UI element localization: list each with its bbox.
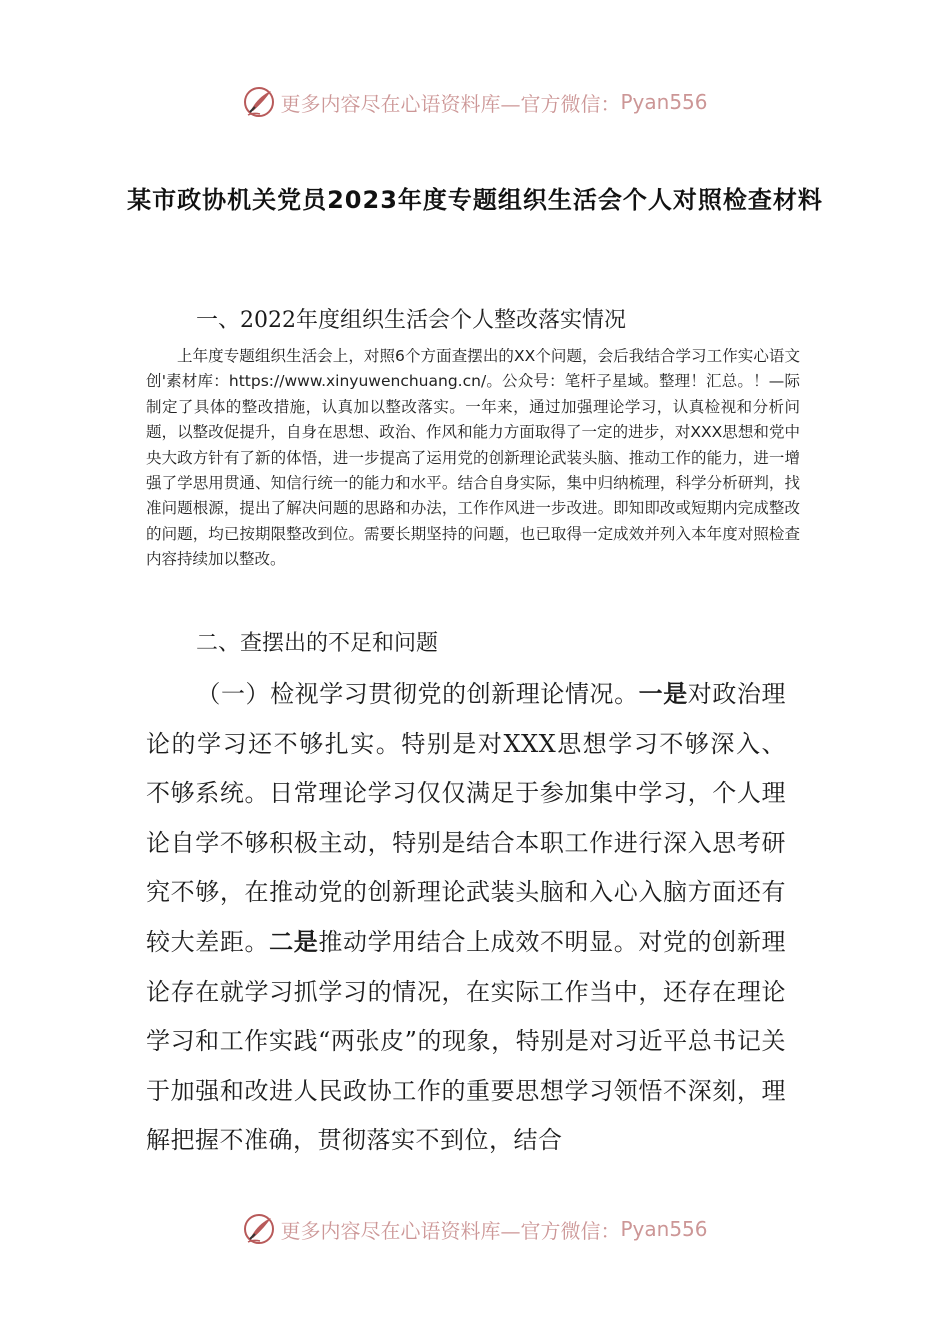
footer-watermark-banner (0, 1207, 950, 1251)
section1-body: 上年度专题组织生活会上，对照6个方面查摆出的XX个问题，会后我结合学习工作实心语文创'素材库：https://www.xinyuwenchuang.cn/。公众号：笔杆子星域。整理！汇总。！—际制定了具体的整改措施，认真加以整改落实。一年来，通过加强理论学习，认真检视和分析问题，以整改促提升，自身在思想、政治、作风和能力方面取得了一定的进步，对XXX思想和党中央大政方针有了新的体悟，进一步提高了运用党的创新理论武装头脑、推动工作的能力，进一增强了学思用贯通、知信行统一的能力和水平。结合自身实际，集中归纳梳理，科学分析研判，找准问题根源，提出了解决问题的思路和办法，工作作风进一步改进。即知即改或短期内完成整改的问题，均已按期限整改到位。需要长期坚持的问题，也已取得一定成效并列入本年度对照检查内容持续加以整改。 (146, 347, 800, 569)
section2-heading: 二、查摆出的不足和问题 (196, 631, 439, 656)
banner-wechat-id: Pyan556 (620, 1217, 708, 1241)
banner-wechat-id: Pyan556 (620, 90, 708, 114)
section2-lead: （一）检视学习贯彻党的创新理论情况。 (196, 680, 639, 708)
section1-heading: 一、2022年度组织生活会个人整改落实情况 (196, 308, 626, 333)
banner-text: 更多内容尽在心语资料库—官方微信： (280, 1218, 621, 1243)
point-one-label: 一是 (638, 680, 688, 708)
point-two-label: 二是 (269, 927, 319, 956)
document-title: 某市政协机关党员2023年度专题组织生活会个人对照检查材料 (127, 186, 823, 214)
quill-logo-icon (242, 1212, 276, 1246)
header-watermark-banner (0, 80, 950, 124)
section2-paragraph (146, 670, 786, 1166)
point-two-text: 推动学用结合上成效不明显。对党的创新理论存在就学习抓学习的情况，在实际工作当中，还存在理论学习和工作实践“两张皮”的现象，特别是对习近平总书记关于加强和改进人民政协工作的重要思想学习领悟不深刻，理解把握不准确，贯彻落实不到位，结合 (146, 927, 787, 1155)
quill-logo-icon (242, 85, 276, 119)
point-one-text: 对政治理论的学习还不够扎实。特别是对XXX思想学习不够深入、不够系统。日常理论学习仅仅满足于参加集中学习，个人理论自学不够积极主动，特别是结合本职工作进行深入思考研究不够，在推动党的创新理论武装头脑和入心入脑方面还有较大差距。 (146, 680, 787, 956)
banner-text: 更多内容尽在心语资料库—官方微信： (280, 91, 621, 116)
